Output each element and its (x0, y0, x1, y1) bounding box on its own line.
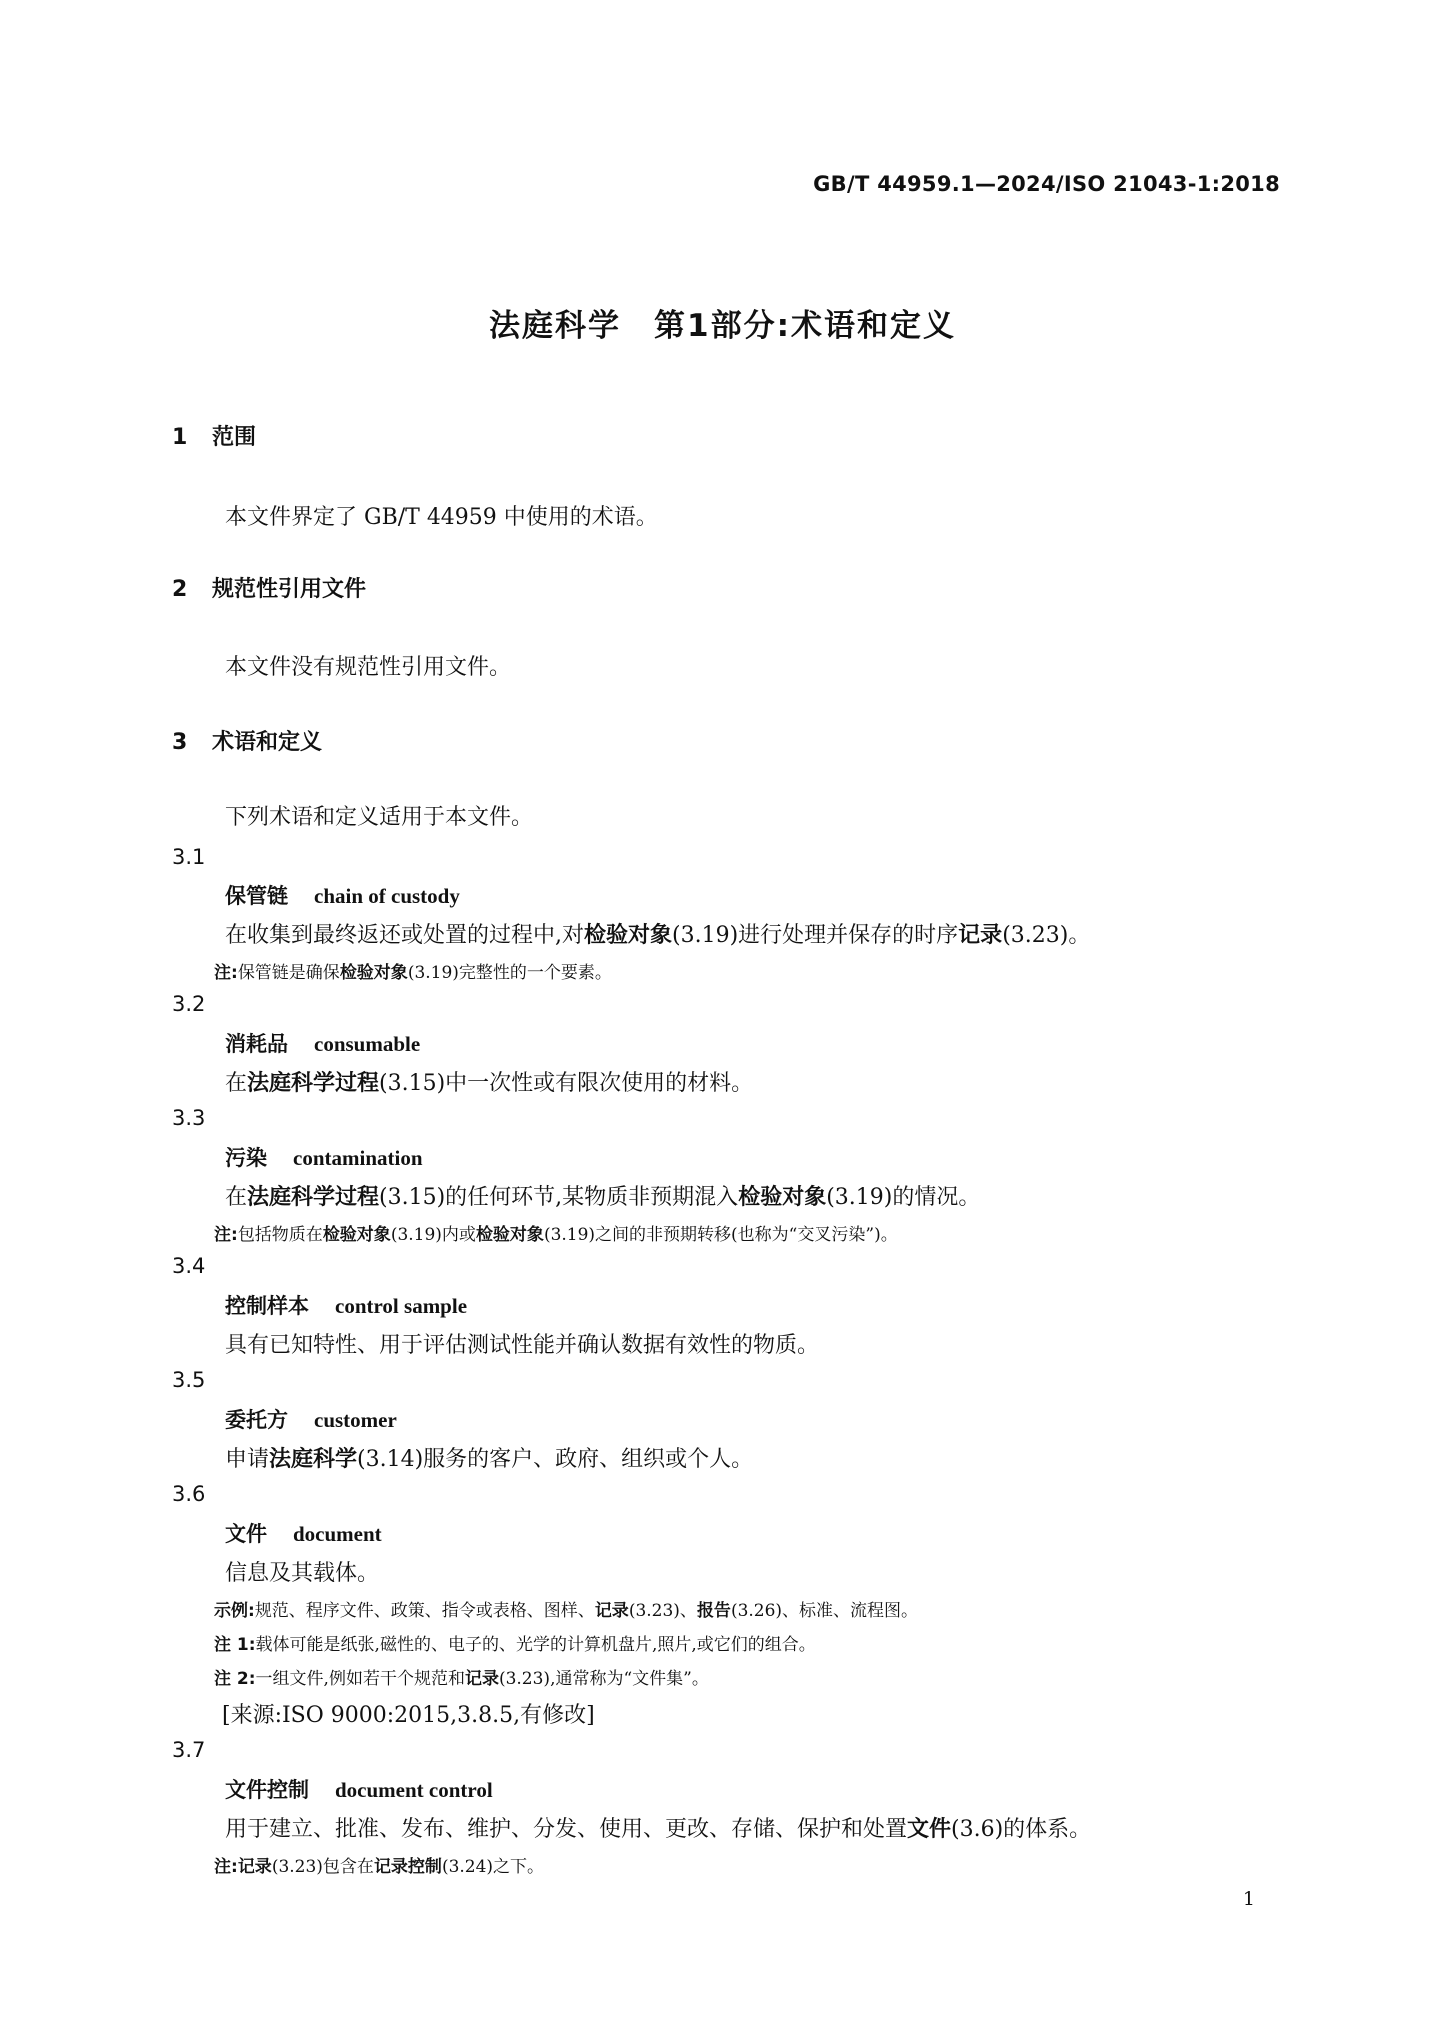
note-text: (3.23)、 (628, 1601, 697, 1621)
term-3-6-note-1 (214, 1630, 816, 1655)
term-zh: 控制样本 (225, 1294, 309, 1318)
def-text: (3.6)的体系。 (951, 1817, 1092, 1842)
term-en: customer (314, 1408, 397, 1432)
section-3-body: 下列术语和定义适用于本文件。 (225, 805, 534, 830)
term-ref: 法庭科学过程 (247, 1071, 380, 1096)
note-label: 注 2: (214, 1669, 256, 1689)
note-label: 注: (214, 1857, 238, 1877)
note-text: 一组文件,例如若干个规范和 (255, 1669, 465, 1689)
term-3-2-name (225, 1028, 420, 1058)
note-text: (3.19)完整性的一个要素。 (407, 963, 612, 983)
term-en: control sample (335, 1294, 468, 1318)
example-label: 示例: (214, 1601, 255, 1621)
term-number: 3.5 (172, 1368, 206, 1392)
term-ref: 法庭科学 (269, 1447, 358, 1472)
term-ref: 检验对象 (738, 1185, 827, 1210)
term-zh: 委托方 (225, 1408, 288, 1432)
term-ref: 报告 (696, 1601, 731, 1621)
term-ref: 法庭科学过程 (247, 1185, 380, 1210)
def-text: (3.15)的任何环节,某物质非预期混入 (379, 1185, 739, 1210)
term-3-6-definition: 信息及其载体。 (225, 1561, 380, 1586)
term-zh: 文件 (225, 1522, 267, 1546)
section-title: 范围 (212, 425, 257, 450)
page-number: 1 (1242, 1888, 1255, 1910)
def-text: (3.19)进行处理并保存的时序 (672, 923, 959, 948)
def-text: 在 (225, 1071, 248, 1096)
term-3-1-definition (225, 918, 1090, 949)
term-number: 3.4 (172, 1254, 206, 1278)
section-1-body: 本文件界定了 GB/T 44959 中使用的术语。 (225, 505, 658, 530)
def-text: (3.23)。 (1002, 923, 1091, 948)
term-number: 3.2 (172, 992, 206, 1016)
note-text: (3.26)、标准、流程图。 (730, 1601, 919, 1621)
section-3-heading (172, 725, 322, 756)
note-text: 包括物质在 (237, 1225, 323, 1245)
note-label: 注 1: (214, 1635, 256, 1655)
term-en: consumable (314, 1032, 421, 1056)
term-ref: 检验对象 (322, 1225, 391, 1245)
term-ref: 记录 (237, 1857, 272, 1877)
term-3-6-source: [来源:ISO 9000:2015,3.8.5,有修改] (222, 1703, 595, 1728)
term-number: 3.1 (172, 845, 206, 869)
term-ref: 记录 (464, 1669, 499, 1689)
term-en: document control (335, 1778, 493, 1802)
term-3-4-definition: 具有已知特性、用于评估测试性能并确认数据有效性的物质。 (225, 1333, 820, 1358)
term-number: 3.7 (172, 1738, 206, 1762)
def-text: 在 (225, 1185, 248, 1210)
section-2-heading (172, 572, 366, 603)
section-number: 2 (172, 577, 188, 602)
term-ref: 记录 (594, 1601, 629, 1621)
def-text: (3.14)服务的客户、政府、组织或个人。 (357, 1447, 754, 1472)
term-3-5-name (225, 1404, 397, 1434)
section-title: 规范性引用文件 (212, 577, 367, 602)
term-ref: 检验对象 (339, 963, 408, 983)
term-3-3-name (225, 1142, 423, 1172)
term-ref: 文件 (907, 1817, 952, 1842)
note-text: 规范、程序文件、政策、指令或表格、图样、 (254, 1601, 595, 1621)
note-text: (3.19)内或 (390, 1225, 476, 1245)
note-label: 注: (214, 1225, 238, 1245)
term-3-3-definition (225, 1180, 980, 1211)
section-number: 1 (172, 425, 188, 450)
term-ref: 记录 (958, 923, 1003, 948)
term-3-6-note-2 (214, 1664, 709, 1689)
def-text: (3.15)中一次性或有限次使用的材料。 (379, 1071, 754, 1096)
term-zh: 污染 (225, 1146, 267, 1170)
section-number: 3 (172, 730, 188, 755)
term-ref: 检验对象 (584, 923, 673, 948)
term-3-3-note (214, 1220, 898, 1245)
term-3-5-definition (225, 1442, 753, 1473)
term-zh: 文件控制 (225, 1778, 309, 1802)
term-3-1-name (225, 880, 460, 910)
def-text: 用于建立、批准、发布、维护、分发、使用、更改、存储、保护和处置 (225, 1817, 908, 1842)
note-text: 载体可能是纸张,磁性的、电子的、光学的计算机盘片,照片,或它们的组合。 (255, 1635, 816, 1655)
term-zh: 保管链 (225, 884, 288, 908)
note-text: (3.19)之间的非预期转移(也称为“交叉污染”)。 (543, 1225, 898, 1245)
note-text: (3.23),通常称为“文件集”。 (498, 1669, 709, 1689)
term-3-4-name (225, 1290, 467, 1320)
section-2-body: 本文件没有规范性引用文件。 (225, 655, 512, 680)
def-text: (3.19)的情况。 (826, 1185, 981, 1210)
def-text: 申请 (225, 1447, 270, 1472)
term-zh: 消耗品 (225, 1032, 288, 1056)
term-3-7-note (214, 1852, 544, 1877)
note-text: (3.23)包含在 (271, 1857, 374, 1877)
term-en: document (293, 1522, 382, 1546)
term-en: chain of custody (314, 884, 460, 908)
standard-code: GB/T 44959.1—2024/ISO 21043-1:2018 (813, 172, 1280, 196)
term-3-7-definition (225, 1812, 1091, 1843)
note-text: (3.24)之下。 (441, 1857, 545, 1877)
term-3-1-note (214, 958, 612, 983)
term-en: contamination (293, 1146, 423, 1170)
def-text: 在收集到最终返还或处置的过程中,对 (225, 923, 584, 948)
section-title: 术语和定义 (212, 730, 323, 755)
note-text: 保管链是确保 (237, 963, 340, 983)
document-title: 法庭科学 第1部分:术语和定义 (489, 308, 956, 344)
term-number: 3.3 (172, 1106, 206, 1130)
note-label: 注: (214, 963, 238, 983)
term-ref: 检验对象 (475, 1225, 544, 1245)
term-3-6-example (214, 1596, 918, 1621)
term-3-2-definition (225, 1066, 753, 1097)
section-1-heading (172, 420, 256, 451)
term-ref: 记录控制 (373, 1857, 442, 1877)
term-3-6-name (225, 1518, 382, 1548)
term-3-7-name (225, 1774, 493, 1804)
term-number: 3.6 (172, 1482, 206, 1506)
